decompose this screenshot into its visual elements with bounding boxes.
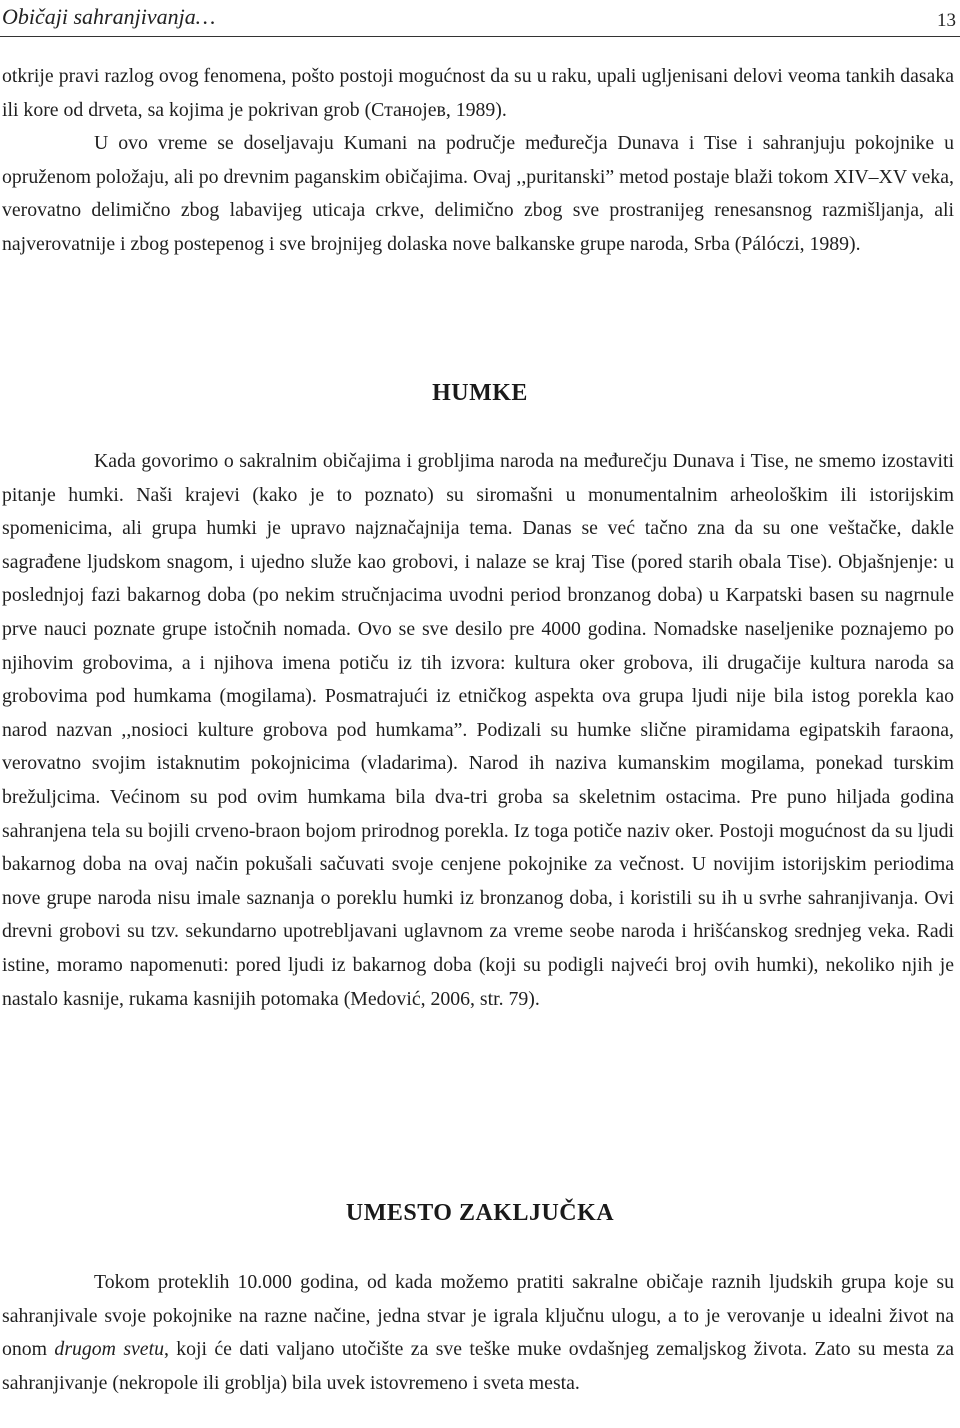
running-title: Običaji sahranjivanja… — [2, 4, 216, 29]
paragraph-zakljucak — [2, 1266, 954, 1400]
section-heading-humke: HUMKE — [432, 380, 528, 406]
paragraph-humke: Kada govorimo o sakralnim običajima i grobljima naroda na međurečju Dunava i Tise, ne smemo izostaviti pitanje humki. Naši krajevi (kako je to poznato) su siromašni u monumentalnim arheološkim ili istorijskim spomenicima, ali grupa humki je upravo najznačajnija tema. Danas se već tačno zna da su one veštačke, dakle sagrađene ljudskom snagom, i ujedno služe kao grobovi, i nalaze se kraj Tise (pored starih obala Tise). Objašnjenje: u poslednjoj fazi bakarnog doba (po nekim stručnjacima uvodni period bronzanog doba) u Karpatski basen su nagrnule prve nauci poznate grupe istočnih nomada. Ovo se sve desilo pre 4000 godina. Nomadske naseljenike poznajemo po njihovim grobovima, a i njihova imena potiču iz tih izvora: kultura oker grobova, ili drugačije kultura naroda sa grobovima pod humkama (mogilama). Posmatrajući iz etničkog aspekta ova grupa ljudi nije bila istog porekla kao narod nazvan ,,nosioci kulture grobova pod humkama”. Podizali su humke slične piramidama egipatskih faraona, verovatno svojim istaknutim pokojnicima (vladarima). Narod ih naziva kumanskim mogilama, ponekad turskim brežuljcima. Većinom su pod ovim humkama bila dva-tri groba sa skeletnim ostacima. Pre puno hiljada godina sahranjena tela su bojili crveno-braon bojom prirodnog porekla. Iz toga potiče naziv oker. Postoji mogućnost da su ljudi bakarnog doba na ovaj način pokušali sačuvati svoje cenjene pokojnike za večnost. U novijim istorijskim periodima nove grupe naroda nisu imale saznanja o poreklu humki iz bronzanog doba, i koristili su ih u svrhe sahranjivanja. Ovi drevni grobovi su tzv. sekundarno upotrebljavani uglavnom za vreme seobe naroda i hrišćanskog srednjeg veka. Radi istine, moramo napomenuti: pored ljudi iz bakarnog doba (koji su podigli najveći broj ovih humki), nekoliko njih je nastalo kasnije, rukama kasnijih potomaka (Medović, 2006, str. 79). — [2, 450, 954, 1010]
paragraph-kumani: U ovo vreme se doseljavaju Kumani na područje međurečja Dunava i Tise i sahranjuju pokojnike u opruženom položaju, ali po drevnim paganskim običajima. Ovaj ,,puritanski” metod postaje blaži tokom XIV–XV veka, verovatno delimično zbog labavijeg uticaja crkve, delimično zbog sve prostranijeg renesansnog razmišljanja, ali najverovatnije i zbog postepenog i sve brojnijeg dolaska nove balkanske grupe naroda, Srba (Pálóczi, 1989). — [2, 132, 954, 255]
running-header — [0, 0, 960, 37]
zakljucak-text-before: Tokom proteklih 10.000 godina, od kada možemo pratiti sakralne običaje raznih ljudskih grupa koje su sahranjivale svoje pokojnike na razne načine, jedna stvar je igrala ključnu ulogu, a to je verovanje u idealni život na onom — [2, 1271, 954, 1361]
page-number: 13 — [937, 10, 956, 31]
humke-text-block — [2, 445, 954, 1016]
intro-text-block — [2, 60, 954, 262]
zakljucak-text-after: , koji će dati valjano utočište za sve teške muke ovdašnjeg zemaljskog života. Zato su mesta za sahranjivanje (nekropole ili groblja) bila uvek istovremeno i sveta mesta. — [2, 1338, 954, 1394]
zakljucak-text-block — [2, 1266, 954, 1400]
zakljucak-italic-phrase: drugom svetu — [54, 1338, 164, 1361]
section-heading-zakljucak: UMESTO ZAKLJUČKA — [345, 1200, 615, 1226]
paragraph-continuation: otkrije pravi razlog ovog fenomena, pošto postoji mogućnost da su u raku, upali ugljenisani delovi veoma tankih dasaka ili kore od drveta, sa kojima je pokrivan grob (Станојев, 1989). — [2, 65, 954, 121]
